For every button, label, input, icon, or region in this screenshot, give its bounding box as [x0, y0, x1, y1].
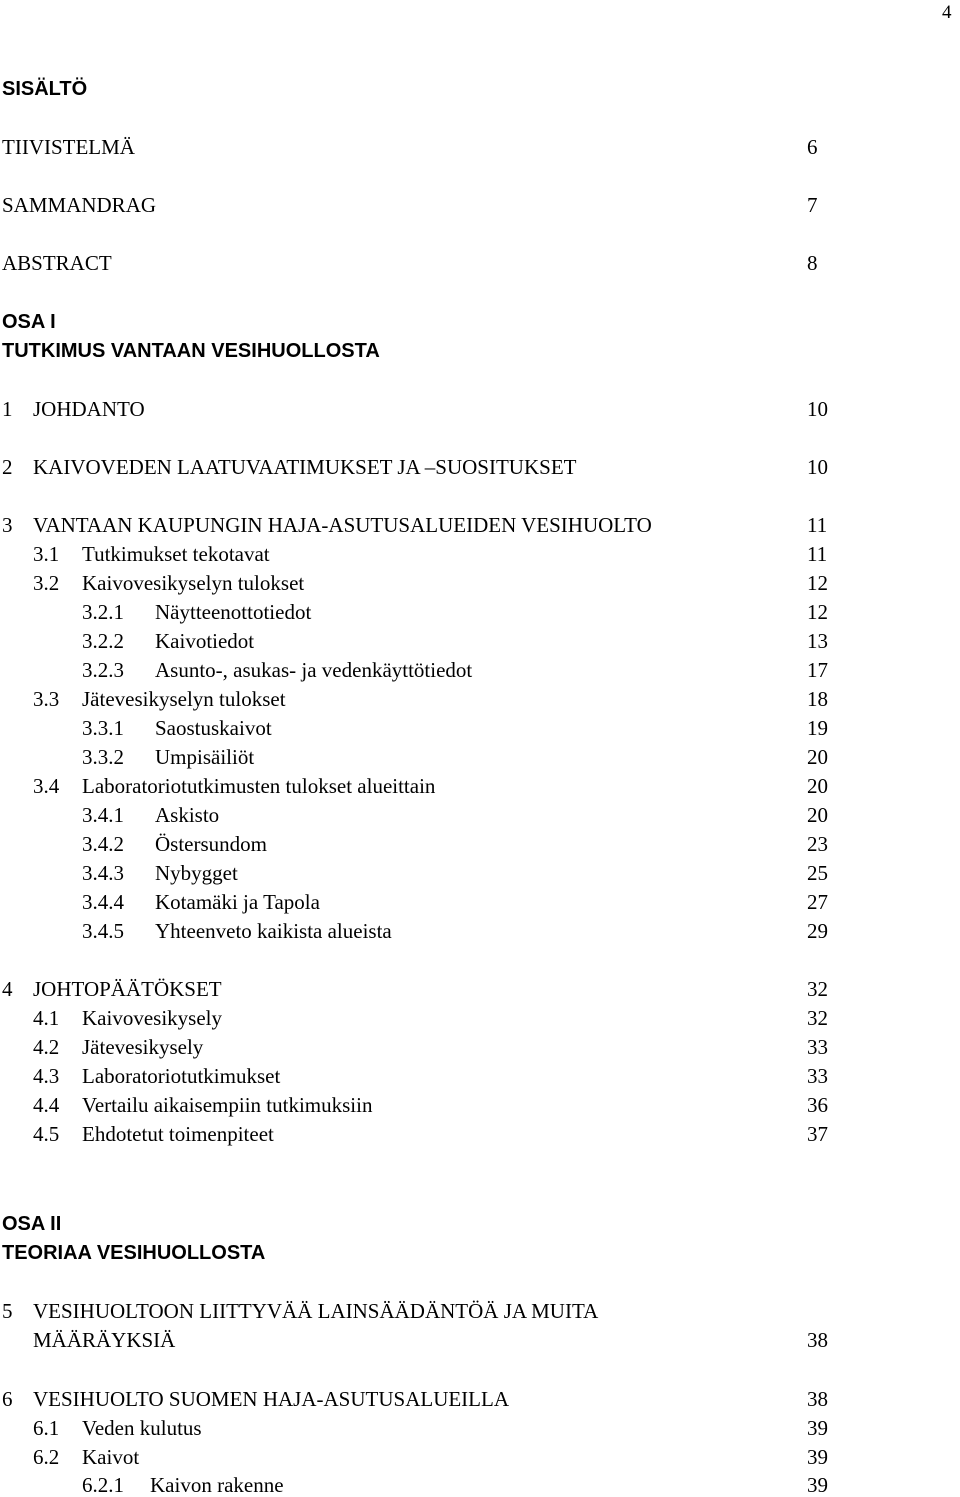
toc-label: TIIVISTELMÄ	[2, 135, 135, 159]
toc-num: 3.2.2	[82, 629, 124, 653]
toc-page: 37	[807, 1122, 828, 1146]
toc-label: Umpisäiliöt	[155, 745, 255, 769]
toc-page: 39	[807, 1473, 828, 1497]
toc-page: 32	[807, 977, 828, 1001]
toc-num: 3.4.2	[82, 832, 124, 856]
toc-label: Jätevesikysely	[82, 1035, 204, 1059]
toc-label: Kotamäki ja Tapola	[155, 890, 320, 914]
toc-page: 20	[807, 803, 828, 827]
toc-page: 36	[807, 1093, 828, 1117]
toc-title: SISÄLTÖ	[2, 78, 88, 100]
toc-page: 17	[807, 658, 828, 682]
toc-label: Kaivovesikyselyn tulokset	[82, 571, 305, 595]
toc-num: 3.1	[33, 542, 60, 566]
toc-num: 3.3.2	[82, 745, 124, 769]
toc-label: Östersundom	[155, 832, 267, 856]
toc-num: 6.2	[33, 1445, 60, 1469]
toc-page: 8	[807, 251, 818, 275]
toc-page: 32	[807, 1006, 828, 1030]
toc-label: Jätevesikyselyn tulokset	[82, 687, 286, 711]
toc-page: 38	[807, 1387, 828, 1411]
toc-label: JOHTOPÄÄTÖKSET	[33, 977, 222, 1001]
toc-label: Askisto	[155, 803, 220, 827]
part1-title: TUTKIMUS VANTAAN VESIHUOLLOSTA	[2, 340, 380, 362]
page-number: 4	[942, 2, 952, 23]
toc-label: Kaivon rakenne	[150, 1473, 284, 1497]
toc-num: 6.2.1	[82, 1473, 124, 1497]
toc-page: 7	[807, 193, 818, 217]
toc-label: Asunto-, asukas- ja vedenkäyttötiedot	[155, 658, 473, 682]
toc-label: KAIVOVEDEN LAATUVAATIMUKSET JA –SUOSITUKSET	[33, 455, 577, 479]
part2-number: OSA II	[2, 1213, 62, 1235]
toc-num: 3	[2, 513, 13, 537]
toc-page: 13	[807, 629, 828, 653]
toc-label: Kaivovesikysely	[82, 1006, 222, 1030]
part1-number: OSA I	[2, 311, 56, 333]
toc-label: Nybygget	[155, 861, 238, 885]
toc-num: 3.4.4	[82, 890, 124, 914]
toc-page: 12	[807, 600, 828, 624]
toc-page: 11	[807, 513, 828, 537]
toc-num: 3.2.1	[82, 600, 124, 624]
toc-num: 4.2	[33, 1035, 60, 1059]
toc-page: 20	[807, 745, 828, 769]
toc-label: SAMMANDRAG	[2, 193, 157, 217]
toc-label: VESIHUOLTO SUOMEN HAJA-ASUTUSALUEILLA	[33, 1387, 509, 1411]
toc-num: 3.4.5	[82, 919, 124, 943]
toc-page: 27	[807, 890, 828, 914]
toc-num: 1	[2, 397, 13, 421]
toc-page: 10	[807, 455, 828, 479]
toc-page: 38	[807, 1328, 828, 1352]
toc-num: 6	[2, 1387, 13, 1411]
toc-num: 3.2.3	[82, 658, 124, 682]
toc-page: 20	[807, 774, 828, 798]
toc-num: 4.1	[33, 1006, 60, 1030]
toc-num: 6.1	[33, 1416, 60, 1440]
toc-page: 6	[807, 135, 818, 159]
toc-page: 19	[807, 716, 828, 740]
toc-page: 33	[807, 1035, 828, 1059]
toc-label: Veden kulutus	[82, 1416, 202, 1440]
toc-num: 3.3.1	[82, 716, 124, 740]
toc-num: 3.4.3	[82, 861, 124, 885]
toc-label: VANTAAN KAUPUNGIN HAJA-ASUTUSALUEIDEN VESIHUOLTO	[33, 513, 652, 537]
toc-page: 18	[807, 687, 828, 711]
toc-label: Saostuskaivot	[155, 716, 272, 740]
part2-title: TEORIAA VESIHUOLLOSTA	[2, 1242, 266, 1264]
toc-label: Ehdotetut toimenpiteet	[82, 1122, 274, 1146]
toc-num: 5	[2, 1299, 13, 1323]
toc-num: 2	[2, 455, 13, 479]
toc-page: 29	[807, 919, 828, 943]
toc-label: ABSTRACT	[2, 251, 112, 275]
toc-label: Tutkimukset tekotavat	[82, 542, 270, 566]
toc-num: 4.3	[33, 1064, 60, 1088]
toc-label: Vertailu aikaisempiin tutkimuksiin	[82, 1093, 373, 1117]
toc-label: JOHDANTO	[33, 397, 145, 421]
toc-label-continuation: MÄÄRÄYKSIÄ	[33, 1328, 176, 1352]
toc-label: Laboratoriotutkimusten tulokset alueittain	[82, 774, 436, 798]
toc-num: 3.2	[33, 571, 60, 595]
toc-num: 4.4	[33, 1093, 60, 1117]
toc-page: 33	[807, 1064, 828, 1088]
toc-page: 39	[807, 1416, 828, 1440]
toc-page: 25	[807, 861, 828, 885]
toc-label: Laboratoriotutkimukset	[82, 1064, 281, 1088]
toc-label: VESIHUOLTOON LIITTYVÄÄ LAINSÄÄDÄNTÖÄ JA MUITA	[33, 1299, 599, 1323]
toc-num: 4.5	[33, 1122, 60, 1146]
toc-label: Kaivot	[82, 1445, 140, 1469]
toc-label: Kaivotiedot	[155, 629, 255, 653]
toc-num: 3.4.1	[82, 803, 124, 827]
toc-page: 23	[807, 832, 828, 856]
toc-page: 39	[807, 1445, 828, 1469]
toc-num: 3.3	[33, 687, 60, 711]
toc-num: 4	[2, 977, 13, 1001]
toc-num: 3.4	[33, 774, 60, 798]
toc-page: 10	[807, 397, 828, 421]
toc-page: 12	[807, 571, 828, 595]
toc-page: 11	[807, 542, 828, 566]
toc-label: Näytteenottotiedot	[155, 600, 312, 624]
toc-label: Yhteenveto kaikista alueista	[155, 919, 392, 943]
